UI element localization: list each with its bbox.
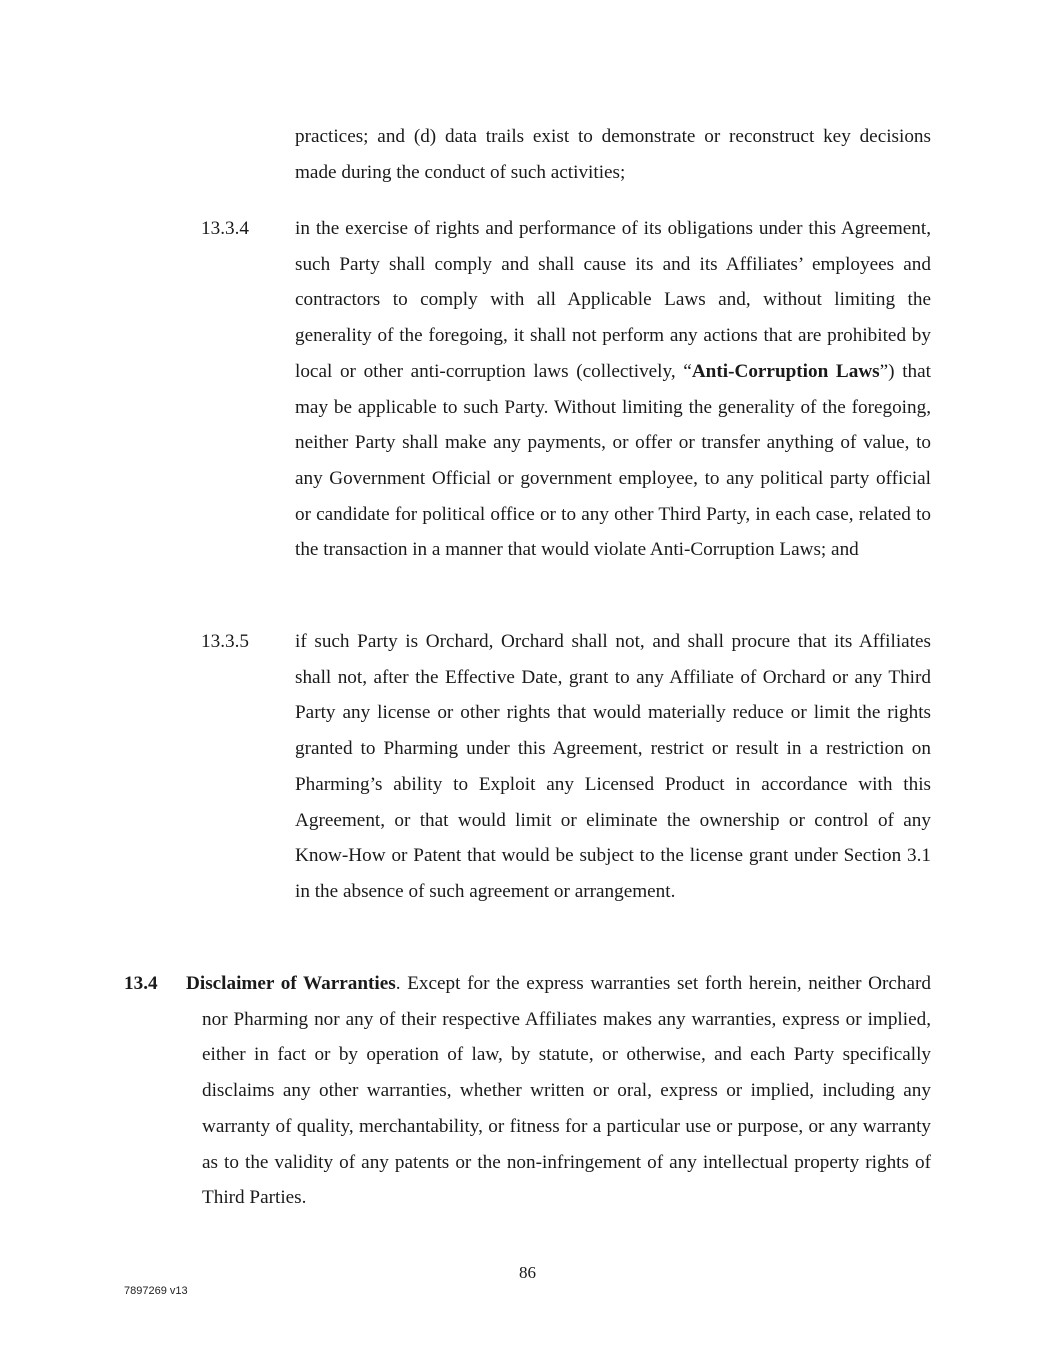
document-id: 7897269 v13 bbox=[124, 1285, 188, 1297]
section-13-4-paragraph bbox=[124, 966, 931, 1216]
clause-13-3-4-body bbox=[295, 211, 931, 568]
clause-13-3-5-text: if such Party is Orchard, Orchard shall not, and shall procure that its Affiliates shall not, after the Effective Date, grant to any Affiliate of Orchard or any Third Party any license or other rights that would materially reduce or limit the rights granted to Pharming under this Agreement, restrict or result in a restriction on Pharming’s ability to Exploit any Licensed Product in accordance with this Agreement, or that would limit or eliminate the ownership or control of any Know-How or Patent that would be subject to the license grant under Section 3.1 in the absence of such agreement or arrangement. bbox=[295, 631, 931, 902]
section-13-4-heading-punct: . bbox=[395, 973, 401, 994]
continuation-text: practices; and (d) data trails exist to demonstrate or reconstruct key decisions made during the conduct of such activities; bbox=[295, 126, 931, 183]
section-13-4-text: Except for the express warranties set forth herein, neither Orchard nor Pharming nor any of their respective Affiliates makes any warranties, express or implied, either in fact or by operation of law, by statute, or otherwise, and each Party specifically disclaims any other warranties, whether written or oral, express or implied, including any warranty of quality, merchantability, or fitness for a particular use or purpose, or any warranty as to the validity of any patents or the non-infringement of any intellectual property rights of Third Parties. bbox=[202, 973, 931, 1209]
section-13-4-heading: Disclaimer of Warranties bbox=[186, 973, 396, 994]
defined-term-anti-corruption-laws: Anti-Corruption Laws bbox=[691, 360, 880, 382]
clause-13-3-5-body bbox=[295, 624, 931, 910]
clause-13-3-5-number: 13.3.5 bbox=[201, 631, 249, 652]
clause-13-3-4-text-after: ”) that may be applicable to such Party. Without limiting the generality of the foregoing, neither Party shall make any payments, or offer or transfer anything of value, to any Government Official or government employee, to any political party official or candidate for political office or to any other Third Party, in each case, related to the transaction in a manner that would violate Anti-Corruption Laws; and bbox=[295, 360, 931, 561]
clause-13-3-4-number: 13.3.4 bbox=[201, 218, 249, 239]
clause-13-3-4-text-before: in the exercise of rights and performance of its obligations under this Agreement, such Party shall comply and shall cause its and its Affiliates’ employees and contractors to comply with all Applicable Laws and, without limiting the generality of the foregoing, it shall not perform any actions that are prohibited by local or other anti-corruption laws (collectively, “ bbox=[295, 218, 931, 382]
section-13-4-number: 13.4 bbox=[124, 973, 158, 994]
continuation-paragraph bbox=[295, 119, 931, 190]
page-number: 86 bbox=[519, 1263, 536, 1282]
